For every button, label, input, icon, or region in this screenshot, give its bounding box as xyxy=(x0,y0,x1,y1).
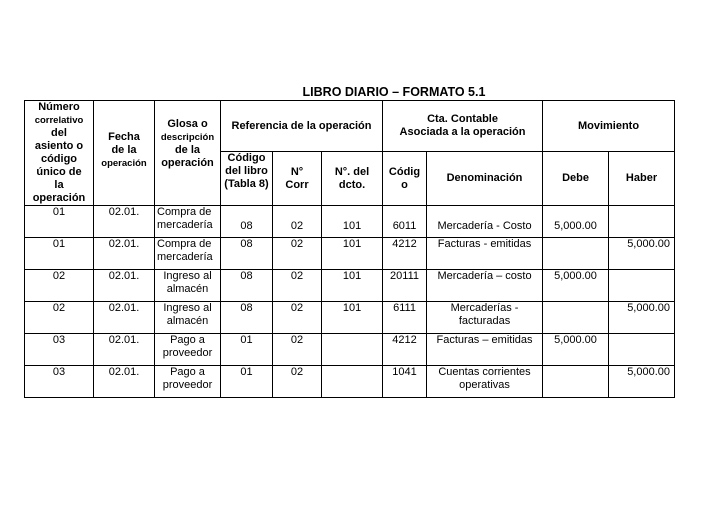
cell-haber: 5,000.00 xyxy=(609,238,675,270)
cell-glosa: Ingreso al almacén xyxy=(155,302,221,334)
cell-corr: 02 xyxy=(273,238,322,270)
cell-glosa: Compra de mercadería xyxy=(155,238,221,270)
cell-corr: 02 xyxy=(273,302,322,334)
cell-codigo: 6111 xyxy=(383,302,427,334)
cell-libro: 08 xyxy=(221,238,273,270)
cell-dcto: 101 xyxy=(322,270,383,302)
cell-libro: 08 xyxy=(221,302,273,334)
cell-dcto: 101 xyxy=(322,238,383,270)
cell-fecha: 02.01. xyxy=(94,206,155,238)
cell-denominacion: Facturas – emitidas xyxy=(427,334,543,366)
cell-dcto xyxy=(322,366,383,398)
cell-debe: 5,000.00 xyxy=(543,270,609,302)
table-row xyxy=(25,366,675,398)
cell-libro: 01 xyxy=(221,334,273,366)
cell-numero: 02 xyxy=(25,302,94,334)
cell-corr: 02 xyxy=(273,270,322,302)
cell-fecha: 02.01. xyxy=(94,238,155,270)
cell-denominacion: Mercadería - Costo xyxy=(427,206,543,238)
cell-numero: 03 xyxy=(25,334,94,366)
cell-debe xyxy=(543,238,609,270)
table-row xyxy=(25,206,675,238)
header-n-corr: N° Corr xyxy=(273,152,322,206)
cell-denominacion: Cuentas corrientes operativas xyxy=(427,366,543,398)
table-row xyxy=(25,302,675,334)
cell-glosa: Pago a proveedor xyxy=(155,334,221,366)
libro-diario-table xyxy=(24,100,675,398)
cell-codigo: 20111 xyxy=(383,270,427,302)
cell-debe xyxy=(543,366,609,398)
header-haber: Haber xyxy=(609,152,675,206)
header-referencia: Referencia de la operación xyxy=(221,101,383,152)
cell-codigo: 4212 xyxy=(383,334,427,366)
cell-denominacion: Facturas - emitidas xyxy=(427,238,543,270)
cell-corr: 02 xyxy=(273,366,322,398)
cell-debe: 5,000.00 xyxy=(543,334,609,366)
cell-corr: 02 xyxy=(273,334,322,366)
cell-codigo: 4212 xyxy=(383,238,427,270)
cell-haber xyxy=(609,334,675,366)
cell-glosa: Pago a proveedor xyxy=(155,366,221,398)
header-n-dcto: N°. del dcto. xyxy=(322,152,383,206)
cell-debe xyxy=(543,302,609,334)
cell-numero: 01 xyxy=(25,238,94,270)
header-denominacion: Denominación xyxy=(427,152,543,206)
header-codigo: Códig o xyxy=(383,152,427,206)
cell-fecha: 02.01. xyxy=(94,366,155,398)
header-row-1 xyxy=(25,101,675,152)
cell-denominacion: Mercaderías - facturadas xyxy=(427,302,543,334)
header-debe: Debe xyxy=(543,152,609,206)
cell-fecha: 02.01. xyxy=(94,334,155,366)
cell-numero: 03 xyxy=(25,366,94,398)
cell-haber xyxy=(609,206,675,238)
cell-libro: 01 xyxy=(221,366,273,398)
cell-fecha: 02.01. xyxy=(94,302,155,334)
cell-numero: 02 xyxy=(25,270,94,302)
page-title: LIBRO DIARIO – FORMATO 5.1 xyxy=(302,85,486,99)
cell-fecha: 02.01. xyxy=(94,270,155,302)
table-row xyxy=(25,238,675,270)
cell-glosa: Ingreso al almacén xyxy=(155,270,221,302)
header-glosa: Glosa o descripción de la operación xyxy=(155,101,221,206)
cell-denominacion: Mercadería – costo xyxy=(427,270,543,302)
cell-glosa: Compra de mercadería xyxy=(155,206,221,238)
cell-haber: 5,000.00 xyxy=(609,366,675,398)
cell-haber xyxy=(609,270,675,302)
table-row xyxy=(25,270,675,302)
cell-libro: 08 xyxy=(221,206,273,238)
cell-haber: 5,000.00 xyxy=(609,302,675,334)
header-movimiento: Movimiento xyxy=(543,101,675,152)
cell-debe: 5,000.00 xyxy=(543,206,609,238)
cell-dcto xyxy=(322,334,383,366)
cell-codigo: 1041 xyxy=(383,366,427,398)
header-cta-contable: Cta. Contable Asociada a la operación xyxy=(383,101,543,152)
cell-numero: 01 xyxy=(25,206,94,238)
header-numero: Número correlativo del asiento o código único de la operación xyxy=(25,101,94,206)
cell-codigo: 6011 xyxy=(383,206,427,238)
table-row xyxy=(25,334,675,366)
header-codigo-libro: Código del libro (Tabla 8) xyxy=(221,152,273,206)
header-fecha: Fecha de la operación xyxy=(94,101,155,206)
cell-dcto: 101 xyxy=(322,206,383,238)
cell-libro: 08 xyxy=(221,270,273,302)
cell-corr: 02 xyxy=(273,206,322,238)
cell-dcto: 101 xyxy=(322,302,383,334)
